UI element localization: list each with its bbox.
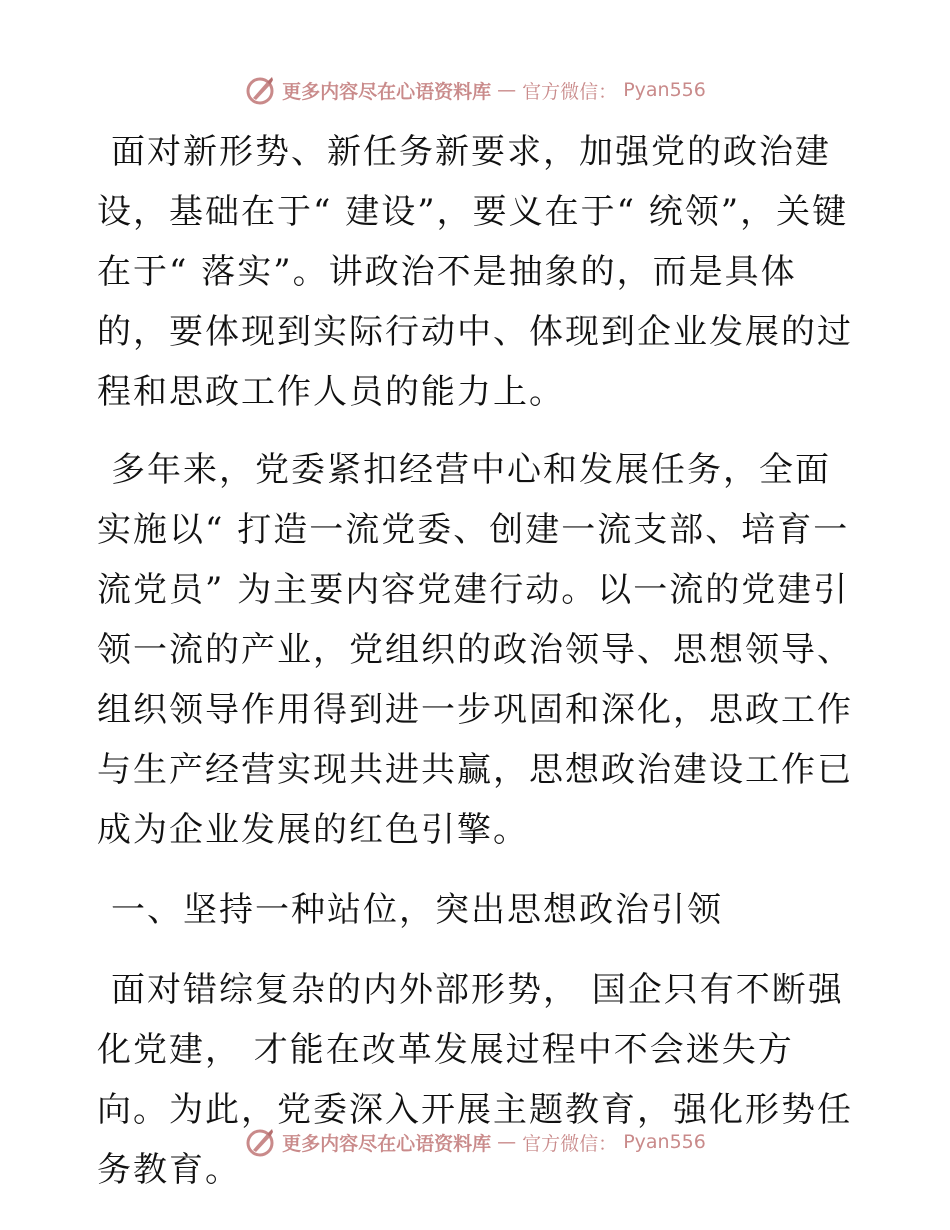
footer-watermark xyxy=(0,1122,950,1162)
document-body xyxy=(97,122,853,1200)
paragraph-section-body: 面对错综复杂的内外部形势， 国企只有不断强化党建， 才能在改革发展过程中不会迷失方向。为此，党委深入开展主题教育，强化形势任务教育。 xyxy=(97,970,853,1190)
paragraph-achievements: 多年来，党委紧扣经营中心和发展任务，全面实施以“ 打造一流党委、创建一流支部、培育一流党员” 为主要内容党建行动。以一流的党建引领一流的产业，党组织的政治领导、思想领导、组织领导作用得到进一步巩固和深化，思政工作与生产经营实现共进共赢，思想政治建设工作已成为企业发展的红色引擎。 xyxy=(97,450,853,850)
watermark-brand-text: 更多内容尽在心语资料库 xyxy=(282,1132,492,1155)
watermark-separator: — xyxy=(497,79,517,101)
watermark-contact-label: 官方微信： xyxy=(522,1132,618,1155)
watermark-brand-text: 更多内容尽在心语资料库 xyxy=(282,80,492,103)
quill-pen-logo-icon xyxy=(244,1126,276,1158)
quill-pen-logo-icon xyxy=(244,74,276,106)
paragraph-intro: 面对新形势、新任务新要求，加强党的政治建设，基础在于“ 建设”，要义在于“ 统领”，关键在于“ 落实”。讲政治不是抽象的，而是具体的，要体现到实际行动中、体现到企业发展的过程和思政工作人员的能力上。 xyxy=(97,132,853,412)
watermark-separator: — xyxy=(497,1131,517,1153)
section-heading: 一、坚持一种站位，突出思想政治引领 xyxy=(111,890,723,930)
header-watermark xyxy=(0,70,950,110)
watermark-contact-id: Pyan556 xyxy=(623,79,706,101)
watermark-contact-id: Pyan556 xyxy=(623,1131,706,1153)
watermark-contact-label: 官方微信： xyxy=(522,80,618,103)
